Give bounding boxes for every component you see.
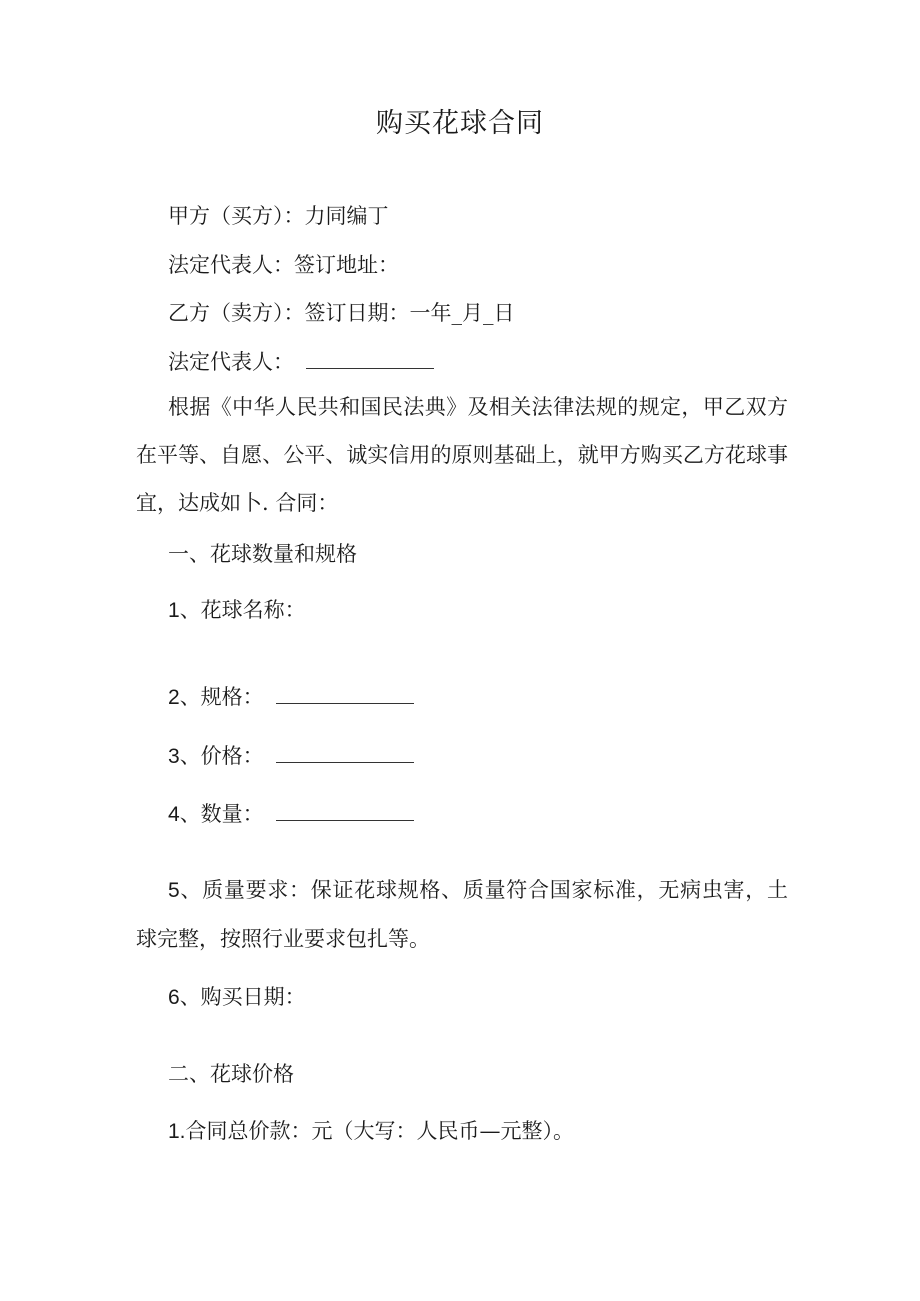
item-1-label: 、花球名称： [179,598,306,622]
item-5-number: 5 [168,879,180,902]
item-2-label: 、规格： [179,685,264,709]
item-4-label: 、数量： [179,802,264,826]
party-b-line: 乙方（卖方）：签订日期：一年_月_日 [168,301,515,325]
price-1-line [168,1116,574,1147]
item-3-label: 、价格： [179,744,264,768]
section-2-heading: 二、花球价格 [168,1062,294,1086]
rep-a-line: 法定代表人：签订地址： [168,253,399,277]
item-3-price [168,740,414,772]
item-2-number: 2 [168,686,180,709]
rep-b-label: 法定代表人： [168,350,294,374]
document-title: 购买花球合同 [376,108,544,139]
item-6-date [168,982,306,1013]
price-1-text: 合同总价款：元（大写：人民币—元整）。 [185,1119,575,1143]
rep-b-blank [306,346,434,369]
item-2-blank [276,681,414,704]
item-5-text: 、质量要求：保证花球规格、质量符合国家标准，无病虫害，土球完整，按照行业要求包扎等。 [136,878,788,951]
item-3-number: 3 [168,745,180,768]
price-1-number: 1. [168,1120,186,1143]
item-1-name [168,595,306,626]
item-3-blank [276,740,414,763]
preamble-paragraph: 根据《中华人民共和国民法典》及相关法律法规的规定，甲乙双方在平等、自愿、公平、诚实信用的原则基础上，就甲方购买乙方花球事宜，达成如卜. 合同： [136,395,788,515]
item-5-quality [136,866,788,963]
item-4-number: 4 [168,803,180,826]
item-6-number: 6 [168,986,180,1009]
item-1-number: 1 [168,599,180,622]
section-1-heading: 一、花球数量和规格 [168,542,357,566]
rep-b-line [168,346,434,377]
item-2-spec [168,681,414,713]
item-4-quantity [168,798,414,830]
party-a-line: 甲方（买方）：力同编丁 [168,204,389,228]
item-6-label: 、购买日期： [179,985,306,1009]
item-4-blank [276,798,414,821]
